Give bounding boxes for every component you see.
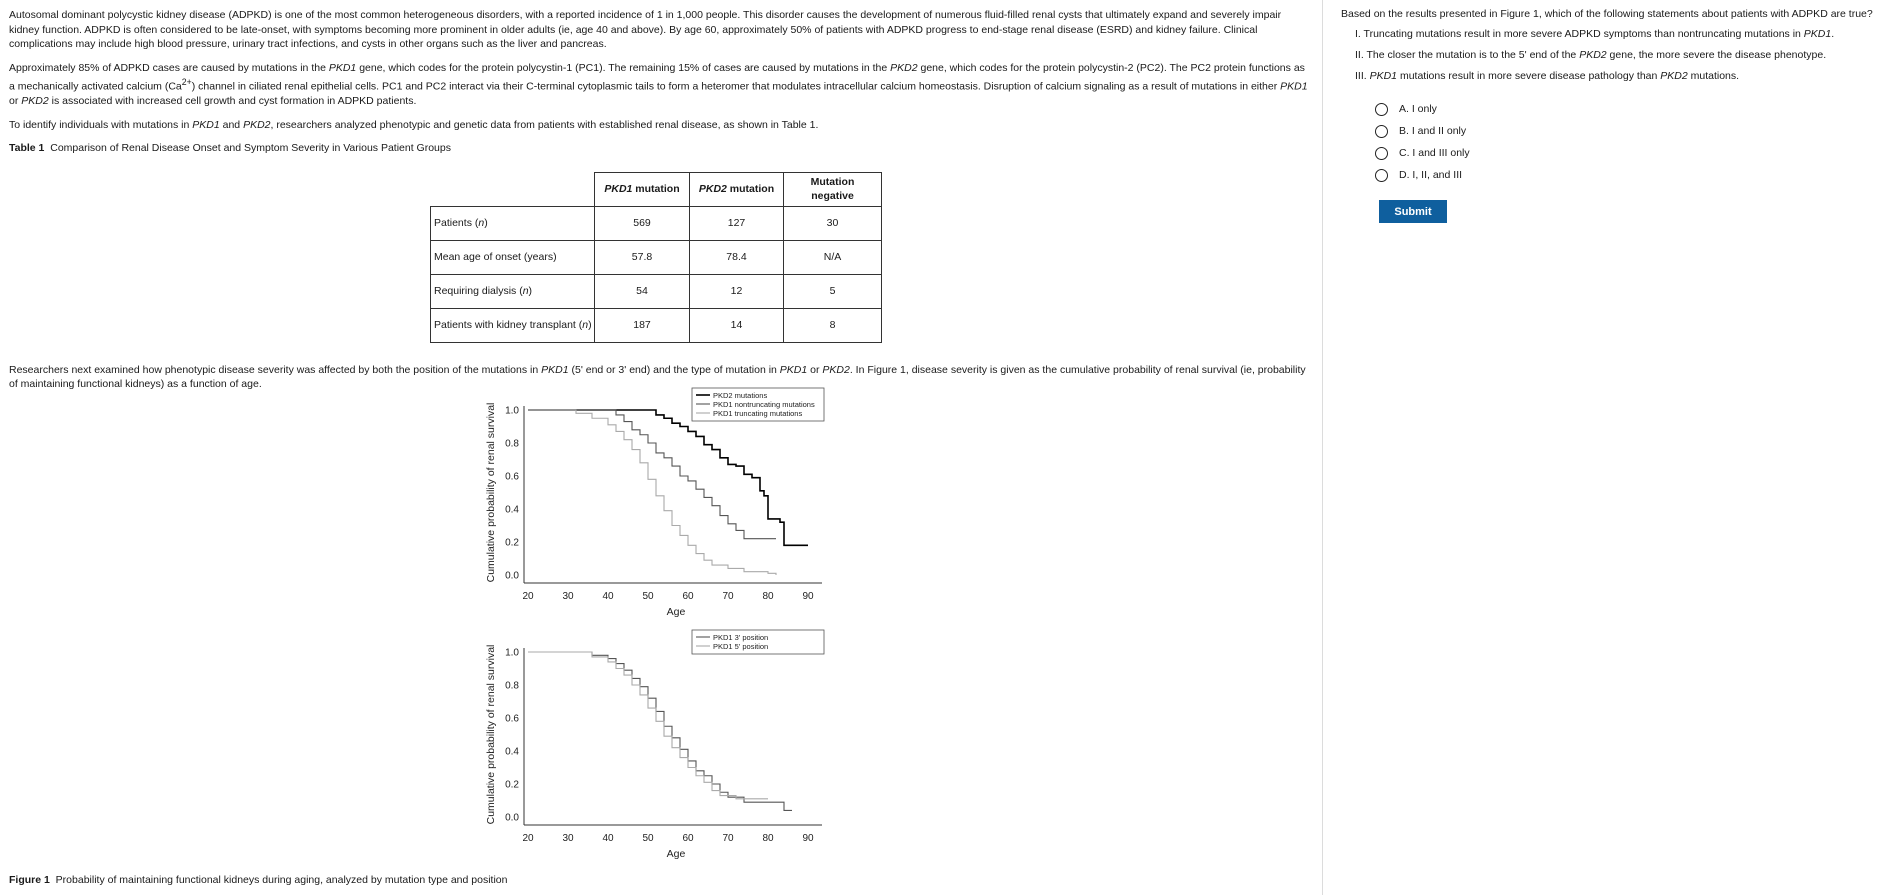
table-cell: 14 bbox=[690, 308, 784, 342]
submit-button[interactable]: Submit bbox=[1379, 200, 1447, 223]
text-run: , researchers analyzed phenotypic and genetic data from patients with established renal disease, as shown in Table 1. bbox=[270, 118, 819, 131]
y-tick-label: 0.8 bbox=[505, 438, 519, 450]
legend-label: PKD2 mutations bbox=[713, 390, 768, 400]
choice-c[interactable] bbox=[1375, 142, 1888, 164]
col-header-negative: Mutation negative bbox=[784, 172, 882, 206]
radio-button[interactable] bbox=[1375, 103, 1388, 116]
y-axis-label: Cumulative probability of renal survival bbox=[485, 402, 497, 583]
gene-name: PKD2 bbox=[243, 118, 271, 131]
text-run: is associated with increased cell growth and cyst formation in ADPKD patients. bbox=[48, 95, 417, 107]
legend-label: PKD1 truncating mutations bbox=[713, 408, 803, 418]
table-cell: 54 bbox=[595, 274, 690, 308]
choice-label: C. I and III only bbox=[1399, 147, 1470, 159]
radio-button[interactable] bbox=[1375, 125, 1388, 138]
choice-d[interactable] bbox=[1375, 164, 1888, 186]
y-tick-label: 0.6 bbox=[505, 713, 519, 725]
statement-1: I. Truncating mutations result in more severe ADPKD symptoms than nontruncating mutations in PKD1. bbox=[1355, 28, 1835, 40]
row-label: Mean age of onset (years) bbox=[431, 240, 595, 274]
passage-paragraph-4: Researchers next examined how phenotypic disease severity was affected by both the position of the mutations in PKD1 (5' end or 3' end) and the type of mutation in PKD1 or PKD2. In Figure 1, disease severity is given as the cumulative probability of renal survival (ie, probability of maintaining functional kidneys) as a function of age. bbox=[9, 363, 1306, 390]
passage-paragraph-3 bbox=[9, 118, 1313, 133]
table-title-text: Comparison of Renal Disease Onset and Symptom Severity in Various Patient Groups bbox=[44, 142, 451, 154]
text-run: Approximately 85% of ADPKD cases are caused by mutations in the bbox=[9, 61, 329, 74]
gene-name: PKD2 bbox=[21, 95, 49, 107]
y-tick-label: 0.0 bbox=[505, 812, 519, 824]
table-row bbox=[431, 308, 882, 342]
x-tick-label: 90 bbox=[802, 833, 814, 844]
table-cell: 569 bbox=[595, 206, 690, 240]
gene-name: PKD2 bbox=[890, 61, 918, 74]
figure-1 bbox=[480, 380, 840, 860]
row-label: Patients (n) bbox=[431, 206, 595, 240]
text-run: or bbox=[9, 95, 22, 107]
answer-choices bbox=[1375, 98, 1888, 186]
superscript: 2+ bbox=[181, 77, 192, 87]
table-title bbox=[9, 141, 1313, 156]
table-cell: 8 bbox=[784, 308, 882, 342]
x-tick-label: 80 bbox=[762, 833, 774, 844]
choice-label: B. I and II only bbox=[1399, 125, 1467, 137]
legend-label: PKD1 nontruncating mutations bbox=[713, 399, 815, 409]
x-axis-label: Age bbox=[666, 848, 686, 860]
table-cell: 78.4 bbox=[690, 240, 784, 274]
y-tick-label: 1.0 bbox=[505, 405, 519, 417]
choice-a[interactable] bbox=[1375, 98, 1888, 120]
series-line bbox=[528, 652, 792, 810]
paragraph-1-text: Autosomal dominant polycystic kidney disease (ADPKD) is one of the most common heterogeneous disorders, with a reported incidence of 1 in 1,000 people. This disorder causes the development of numerous fluid-filled renal cysts that ultimately expand and severely impair kidney function. ADPKD is often considered to be late-onset, with symptoms becoming more prominent in older adults (ie, age 40 and above). By age 60, approximately 50% of patients with ADPKD progress to end-stage renal disease (ESRD) and kidney failure. Clinical complications may include high blood pressure, urinary tract infections, and cysts in other organs such as the liver and pancreas. bbox=[9, 9, 1282, 50]
y-tick-label: 0.4 bbox=[505, 746, 519, 758]
data-table bbox=[430, 172, 882, 343]
table-cell: N/A bbox=[784, 240, 882, 274]
series-line bbox=[528, 410, 776, 575]
gene-name: PKD1 bbox=[1280, 80, 1308, 93]
x-tick-label: 50 bbox=[642, 591, 654, 602]
x-tick-label: 40 bbox=[602, 833, 614, 844]
radio-button[interactable] bbox=[1375, 169, 1388, 182]
y-tick-label: 0.8 bbox=[505, 680, 519, 692]
statement-3: III. PKD1 mutations result in more severe disease pathology than PKD2 mutations. bbox=[1355, 70, 1740, 82]
table-label: Table 1 bbox=[9, 142, 45, 154]
x-tick-label: 60 bbox=[682, 833, 694, 844]
gene-name: PKD1 bbox=[541, 363, 569, 376]
choice-label: A. I only bbox=[1399, 103, 1437, 115]
table-row bbox=[431, 274, 882, 308]
gene-name: PKD1 bbox=[328, 61, 357, 74]
x-tick-label: 70 bbox=[722, 591, 734, 602]
x-tick-label: 40 bbox=[602, 591, 614, 602]
x-tick-label: 30 bbox=[562, 833, 574, 844]
table-cell: 57.8 bbox=[595, 240, 690, 274]
legend-label: PKD1 3' position bbox=[713, 632, 769, 642]
text-run: ) channel in ciliated renal epithelial cells. PC1 and PC2 interact via their C-terminal cytoplasmic tails to form a heteromer that modulates intracellular calcium homeostasis. Disruption of calcium signaling as a result of mutations in either bbox=[191, 80, 1281, 93]
text-run: gene, which codes for the protein polycystin-2 (PC2). The PC2 protein functions as a mechanically activated calcium (Ca bbox=[9, 61, 1305, 93]
table-row bbox=[431, 206, 882, 240]
y-tick-label: 0.4 bbox=[505, 504, 519, 516]
x-tick-label: 20 bbox=[522, 833, 534, 844]
series-line bbox=[528, 410, 808, 545]
table-header-row bbox=[431, 172, 882, 206]
y-tick-label: 0.2 bbox=[505, 779, 519, 791]
question-pane bbox=[1323, 0, 1888, 895]
table-cell: 30 bbox=[784, 206, 882, 240]
question-stem: Based on the results presented in Figure 1, which of the following statements about patients with ADPKD are true? bbox=[1341, 8, 1873, 20]
x-tick-label: 90 bbox=[802, 591, 814, 602]
radio-button[interactable] bbox=[1375, 147, 1388, 160]
y-axis-label: Cumulative probability of renal survival bbox=[485, 644, 497, 825]
y-tick-label: 0.2 bbox=[505, 537, 519, 549]
series-line bbox=[528, 410, 776, 539]
x-tick-label: 20 bbox=[522, 591, 534, 602]
row-label: Patients with kidney transplant (n) bbox=[431, 308, 595, 342]
col-header-pkd1: PKD1 mutation bbox=[595, 172, 690, 206]
y-tick-label: 1.0 bbox=[505, 647, 519, 659]
table-cell: 12 bbox=[690, 274, 784, 308]
choice-b[interactable] bbox=[1375, 120, 1888, 142]
x-tick-label: 60 bbox=[682, 591, 694, 602]
table-corner bbox=[431, 172, 595, 206]
row-label: Requiring dialysis (n) bbox=[431, 274, 595, 308]
gene-name: PKD1 bbox=[192, 118, 220, 131]
table-cell: 187 bbox=[595, 308, 690, 342]
gene-name: PKD1 bbox=[779, 363, 808, 376]
legend-label: PKD1 5' position bbox=[713, 641, 769, 651]
statement-2: II. The closer the mutation is to the 5' end of the PKD2 gene, the more severe the disease phenotype. bbox=[1355, 49, 1827, 61]
passage-paragraph-1 bbox=[9, 8, 1313, 52]
series-line bbox=[528, 652, 768, 799]
text-run: To identify individuals with mutations in bbox=[9, 118, 193, 131]
x-axis-label: Age bbox=[666, 606, 686, 618]
passage-paragraph-2 bbox=[9, 61, 1313, 109]
choice-label: D. I, II, and III bbox=[1399, 169, 1463, 181]
x-tick-label: 30 bbox=[562, 591, 574, 602]
table-row bbox=[431, 240, 882, 274]
text-run: and bbox=[219, 118, 244, 131]
y-tick-label: 0.6 bbox=[505, 471, 519, 483]
gene-name: PKD2 bbox=[822, 363, 850, 376]
x-tick-label: 50 bbox=[642, 833, 654, 844]
x-tick-label: 80 bbox=[762, 591, 774, 602]
table-cell: 127 bbox=[690, 206, 784, 240]
y-tick-label: 0.0 bbox=[505, 570, 519, 582]
text-run: gene, which codes for the protein polycystin-1 (PC1). The remaining 15% of cases are caused by mutations in the bbox=[356, 61, 891, 74]
x-tick-label: 70 bbox=[722, 833, 734, 844]
col-header-pkd2: PKD2 mutation bbox=[690, 172, 784, 206]
figure-caption: Figure 1 Probability of maintaining functional kidneys during aging, analyzed by mutation type and position bbox=[9, 874, 508, 886]
survival-charts bbox=[480, 380, 840, 860]
table-cell: 5 bbox=[784, 274, 882, 308]
